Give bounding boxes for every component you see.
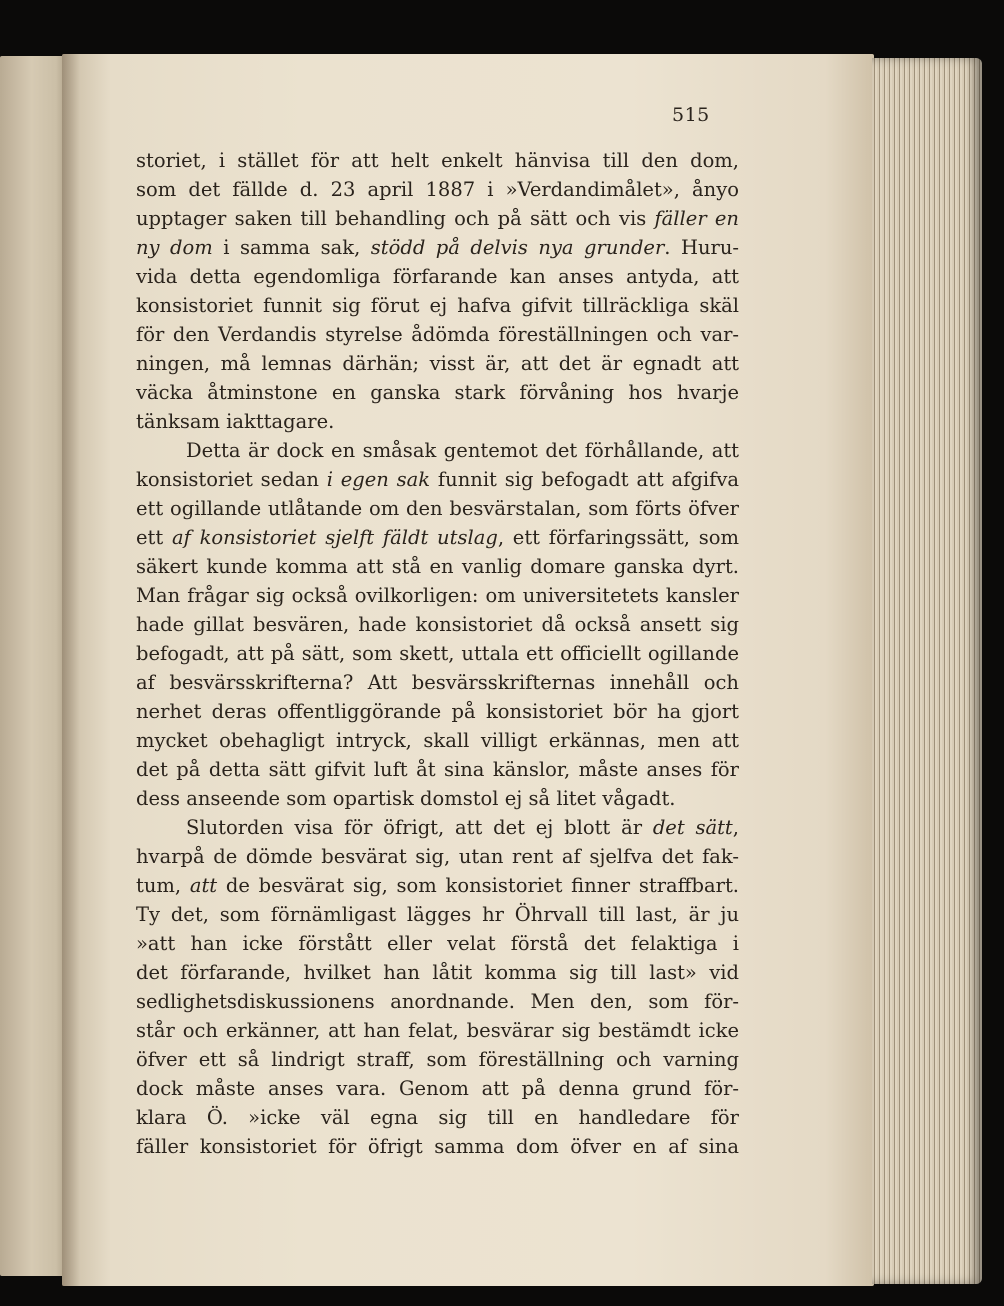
text-line: ny dom i samma sak, stödd på delvis nya grunder. Huru- [136,236,739,259]
left-page-edge [0,56,70,1276]
text-line: Detta är dock en småsak gentemot det förhållande, att [186,439,739,462]
text-line: »att han icke förstått eller velat förstå det felaktiga i [136,932,739,955]
text-line: för den Verdandis styrelse ådömda föreställningen och var- [136,323,739,346]
body-text [136,146,739,1161]
italic-text: i egen sak [326,468,431,491]
text-line: ett ogillande utlåtande om den besvärstalan, som förts öfver [136,497,739,520]
text-line: Slutorden visa för öfrigt, att det ej blott är det sätt, [186,816,739,839]
text-line: Ty det, som förnämligast lägges hr Öhrvall till last, är ju [136,903,739,926]
text-line: det på detta sätt gifvit luft åt sina känslor, måste anses för [136,758,739,781]
text-line: hvarpå de dömde besvärat sig, utan rent af sjelfva det fak- [136,845,739,868]
text-line: hade gillat besvären, hade konsistoriet då också ansett sig [136,613,739,636]
italic-text: stödd på delvis nya grunder [370,236,665,259]
italic-text: af konsistoriet sjelft fäldt utslag [171,526,498,549]
text-line: ningen, må lemnas därhän; visst är, att det är egnadt att [136,352,739,375]
text-line: ett af konsistoriet sjelft fäldt utslag, ett förfaringssätt, som [136,526,739,549]
text-line: vida detta egendomliga förfarande kan anses antyda, att [136,265,739,288]
text-line: som det fällde d. 23 april 1887 i »Verdandimålet», ånyo [136,178,739,201]
page-gutter-shadow [62,54,80,1286]
italic-text: fäller en [654,207,739,230]
text-line: klara Ö. »icke väl egna sig till en handledare för [136,1106,739,1129]
text-line: väcka åtminstone en ganska stark förvåning hos hvarje [136,381,739,404]
text-line: Man frågar sig också ovilkorligen: om universitetets kansler [136,584,739,607]
text-line: mycket obehagligt intryck, skall villigt erkännas, men att [136,729,739,752]
text-line: dess anseende som opartisk domstol ej så litet vågadt. [136,787,676,810]
text-line: tum, att de besvärat sig, som konsistoriet finner straffbart. [136,874,739,897]
text-line: befogadt, att på sätt, som skett, uttala ett officiellt ogillande [136,642,739,665]
text-line: konsistoriet sedan i egen sak funnit sig befogadt att afgifva [136,468,739,491]
text-line: konsistoriet funnit sig förut ej hafva gifvit tillräckliga skäl [136,294,739,317]
text-line: af besvärsskrifterna? Att besvärsskrifternas innehåll och [136,671,739,694]
page-number: 515 [672,104,710,126]
text-line: tänksam iakttagare. [136,410,335,433]
text-line: det förfarande, hvilket han låtit komma sig till last» vid [136,961,739,984]
text-line: fäller konsistoriet för öfrigt samma dom öfver en af sina [136,1135,739,1158]
italic-text: att [189,874,218,897]
text-line: nerhet deras offentliggörande på konsistoriet bör ha gjort [136,700,739,723]
page-stack-edge [872,58,982,1284]
italic-text: det sätt [652,816,733,839]
text-line: öfver ett så lindrigt straff, som föreställning och varning [136,1048,739,1071]
text-line: står och erkänner, att han felat, besvärar sig bestämdt icke [136,1019,739,1042]
text-line: sedlighetsdiskussionens anordnande. Men den, som för- [136,990,739,1013]
text-line: dock måste anses vara. Genom att på denna grund för- [136,1077,739,1100]
text-line: upptager saken till behandling och på sätt och vis fäller en [136,207,739,230]
text-line: säkert kunde komma att stå en vanlig domare ganska dyrt. [136,555,739,578]
text-line: storiet, i stället för att helt enkelt hänvisa till den dom, [136,149,739,172]
italic-text: ny dom [136,236,213,259]
